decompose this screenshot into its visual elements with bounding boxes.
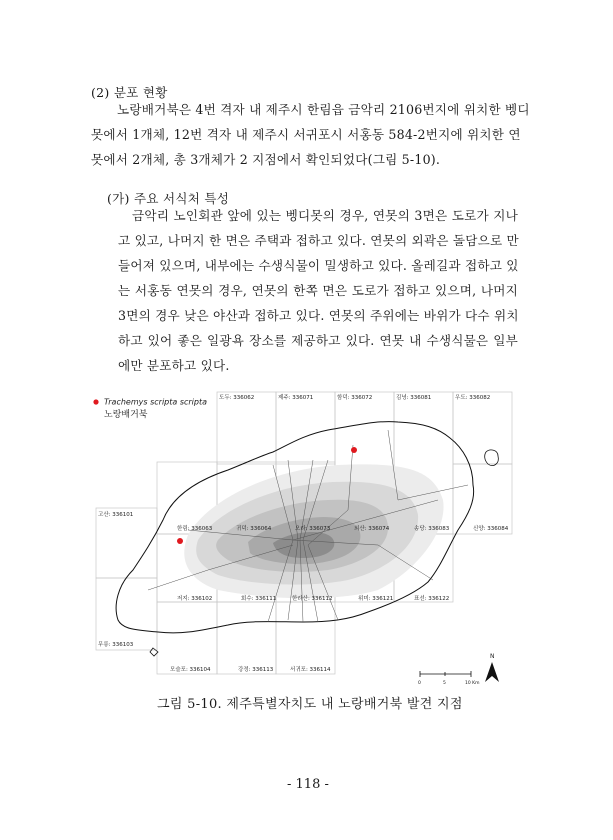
- scale-tick-label: 0: [418, 681, 421, 686]
- grid-label: 한라산: 336112: [292, 596, 333, 602]
- grid-label: 회수: 336111: [241, 596, 277, 602]
- grid-cell: [157, 602, 217, 674]
- paragraph-line: 고 있고, 나머지 한 면은 주택과 접하고 있다. 연못의 외곽은 돌담으로 만: [118, 233, 519, 248]
- paragraph-line: 금악리 노인회관 앞에 있는 벵디못의 경우, 연못의 3면은 도로가 지나: [132, 208, 518, 223]
- grid-label: 한림: 336063: [177, 526, 213, 532]
- grid-label: 저지: 336102: [177, 596, 213, 602]
- grid-label: 서귀포: 336114: [290, 667, 331, 673]
- grid-cell: [276, 392, 335, 464]
- page-number: - 118 -: [287, 777, 329, 792]
- paragraph-line: 는 서홍동 연못의 경우, 연못의 한쪽 면은 도로가 접하고 있으며, 나머지: [118, 283, 518, 298]
- occurrence-point: [177, 538, 183, 544]
- paragraph-line: 못에서 1개체, 12번 격자 내 제주시 서귀포시 서홍동 584-2번지에 위치한 연: [91, 127, 521, 142]
- grid-label: 강정: 336113: [238, 667, 274, 673]
- grid-cell: [453, 392, 512, 464]
- grid-label: 표선: 336122: [414, 596, 450, 602]
- legend-korean-name: 노랑배거북: [104, 410, 148, 420]
- grid-cell: [96, 578, 157, 650]
- paragraph-line: 노랑배거북은 4번 격자 내 제주시 한림읍 금악리 2106번지에 위치한 벵디: [117, 102, 530, 117]
- figure-caption: 그림 5-10. 제주특별자치도 내 노랑배거북 발견 지점: [157, 697, 463, 712]
- map-legend: [93, 398, 207, 421]
- occurrence-point: [351, 447, 357, 453]
- paragraph-line: 3면의 경우 낮은 야산과 접하고 있다. 연못의 주위에는 바위가 다수 위치: [118, 308, 519, 323]
- grid-label: 외산: 336074: [354, 526, 390, 532]
- grid-label: 위미: 336121: [358, 596, 394, 602]
- legend-marker-icon: [93, 399, 98, 404]
- scale-tick-label: 10 Km: [465, 681, 480, 686]
- grid-label: 모슬포: 336104: [170, 667, 211, 673]
- grid-label: 귀덕: 336064: [236, 526, 272, 532]
- scale-bar: [420, 671, 471, 677]
- grid-cell: [217, 392, 276, 464]
- scale-tick-label: 5: [443, 681, 446, 686]
- section-heading: (2) 분포 현황: [91, 85, 168, 100]
- grid-label: 오라: 336073: [295, 526, 331, 532]
- paragraph-line: 못에서 2개체, 총 3개체가 2 지점에서 확인되었다(그림 5-10).: [91, 152, 441, 167]
- scale-bar-labels: [418, 680, 480, 686]
- grid-label: 함덕: 336072: [337, 395, 373, 401]
- subsection-paragraph: [118, 203, 518, 378]
- jeju-distribution-map: [88, 390, 528, 690]
- grid-label: 송당: 336083: [414, 526, 450, 532]
- grid-label: 무릉: 336103: [98, 642, 134, 648]
- udo-island: [485, 450, 499, 466]
- grid-label: 김녕: 336081: [396, 395, 432, 401]
- grid-cell: [96, 508, 157, 578]
- grid-label: 신양: 336084: [473, 526, 509, 532]
- grid-cell: [276, 602, 335, 674]
- grid-cell: [217, 602, 276, 674]
- grid-label: 제주: 336071: [278, 395, 314, 401]
- paragraph-line: 들어져 있으며, 내부에는 수생식물이 밀생하고 있다. 올레길과 접하고 있: [118, 258, 519, 273]
- north-arrow-icon: [485, 653, 499, 682]
- legend-latin-name: Trachemys scripta scripta: [104, 397, 208, 407]
- grid-label: 고산: 336101: [98, 512, 134, 518]
- grid-label: 우도: 336082: [455, 395, 491, 401]
- paragraph-line: 에만 분포하고 있다.: [118, 358, 230, 373]
- paragraph-line: 하고 있어 좋은 일광욕 장소를 제공하고 있다. 연못 내 수생식물은 일부: [118, 333, 518, 348]
- subsection-heading: (가) 주요 서식처 특성: [107, 191, 230, 206]
- grid-label: 도두: 336062: [219, 395, 255, 401]
- north-label: N: [490, 653, 495, 660]
- section-paragraph: [91, 97, 530, 172]
